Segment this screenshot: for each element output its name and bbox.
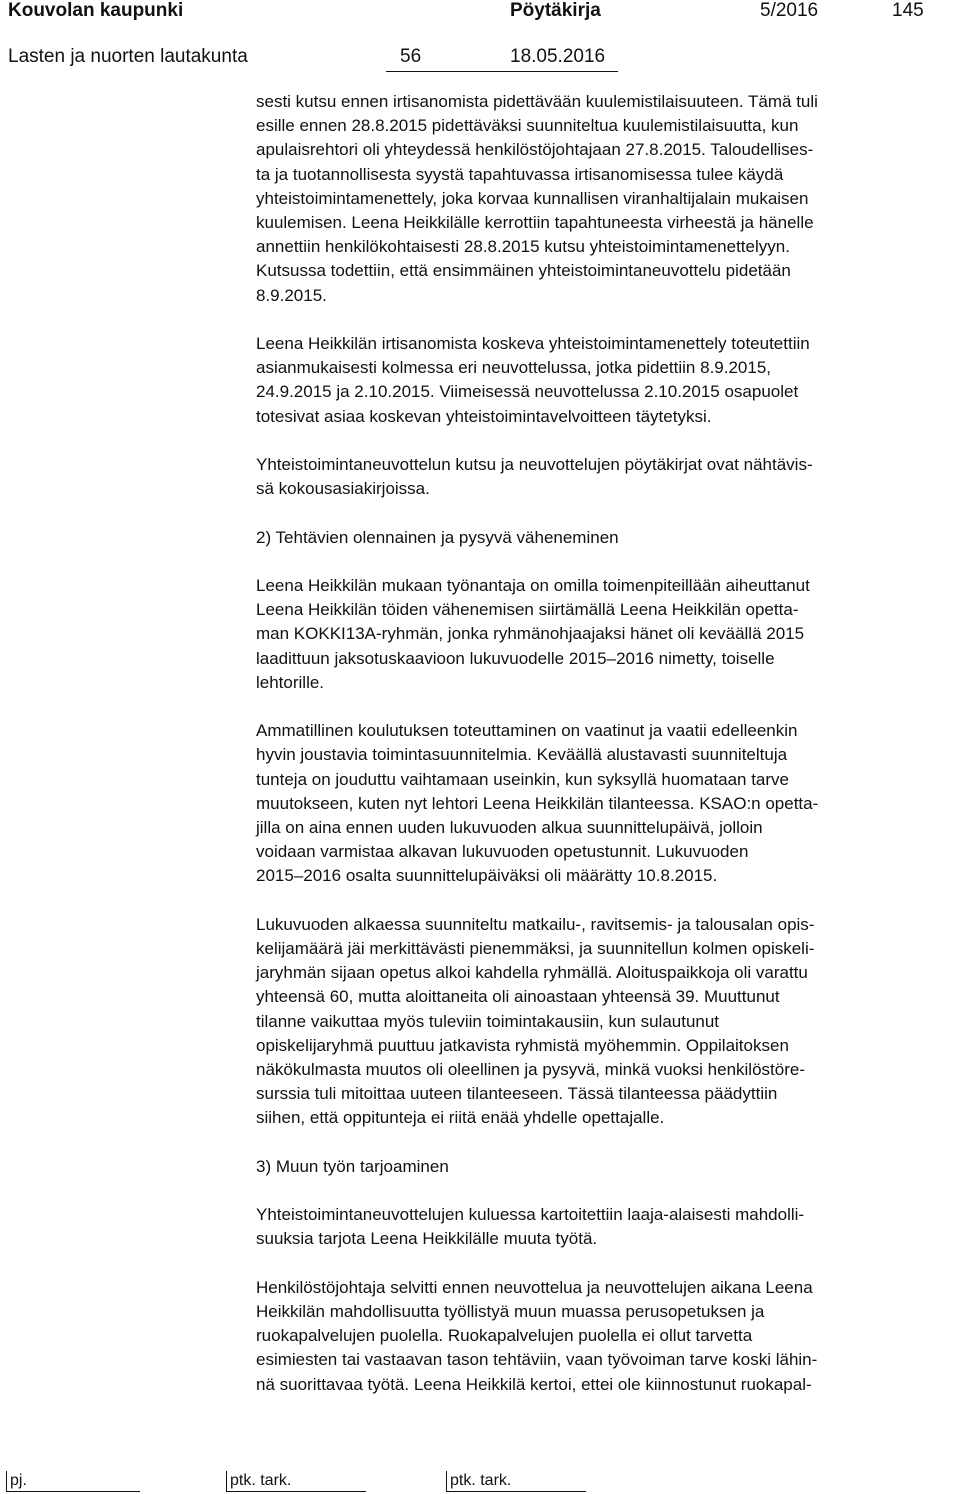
text-line: ruokapalvelujen puolella. Ruokapalvelujen puolella ei ollut tarvetta	[256, 1326, 753, 1346]
text-line: kelijamäärä jäi merkittävästi pienemmäksi, ja suunnitellun kolmen opiskeli-	[256, 939, 815, 959]
signature-field-chair	[6, 1471, 140, 1492]
paragraph	[256, 453, 956, 501]
text-line: Lukuvuoden alkaessa suunniteltu matkailu-, ravitsemis- ja talousalan opis-	[256, 914, 815, 934]
text-line: Heikkilän mahdollisuutta työllistyä muun muassa perusopetuksen ja	[256, 1302, 765, 1322]
text-line: Henkilöstöjohtaja selvitti ennen neuvottelua ja neuvottelujen aikana Leena	[256, 1277, 813, 1297]
text-line: sä kokousasiakirjoissa.	[256, 479, 430, 499]
text-line: Leena Heikkilän irtisanomista koskeva yhteistoimintamenettely toteutettiin	[256, 334, 810, 354]
text-line: jaryhmän sijaan opetus alkoi kahdella ryhmällä. Aloituspaikkoja oli varattu	[256, 963, 808, 983]
signature-label-reviewer-2: ptk. tark.	[450, 1472, 512, 1489]
text-line: Yhteistoimintaneuvottelun kutsu ja neuvottelujen pöytäkirjat ovat nähtävis-	[256, 455, 813, 475]
text-line: sesti kutsu ennen irtisanomista pidettävään kuulemistilaisuuteen. Tämä tuli	[256, 92, 818, 111]
document-body	[256, 90, 956, 1421]
signature-label-chair: pj.	[10, 1472, 27, 1489]
meeting-date: 18.05.2016	[510, 46, 606, 67]
city-name: Kouvolan kaupunki	[8, 0, 184, 21]
text-line: näkökulmasta muutos oli oleellinen ja pysyvä, minkä vuoksi henkilöstöre-	[256, 1060, 805, 1080]
signature-footer	[0, 1471, 960, 1493]
signature-divider	[226, 1471, 227, 1491]
text-line: Leena Heikkilän mukaan työnantaja on omilla toimenpiteillään aiheuttanut	[256, 576, 810, 595]
signature-field-reviewer-1	[226, 1471, 366, 1492]
text-line: apulaisrehtori oli yhteydessä henkilöstöjohtajaan 27.8.2015. Taloudellises-	[256, 140, 814, 160]
paragraph	[256, 719, 956, 888]
text-line: Kutsussa todettiin, että ensimmäinen yhteistoimintaneuvottelu pidetään	[256, 261, 791, 281]
text-line: 8.9.2015.	[256, 285, 327, 305]
paragraph	[256, 913, 956, 1131]
text-line: laadittuun jaksotuskaavioon lukuvuodelle 2015–2016 nimetty, toiselle	[256, 648, 775, 668]
text-line: annettiin henkilökohtaisesti 28.8.2015 kutsu yhteistoimintamenettelyyn.	[256, 237, 790, 257]
signature-divider	[6, 1471, 7, 1491]
text-line: surssia tuli mitoittaa uuteen tilanteeseen. Tässä tilanteessa päädyttiin	[256, 1084, 778, 1104]
text-line: tunteja on jouduttu vaihtamaan useinkin, kun syksyllä huomataan tarve	[256, 769, 789, 789]
text-line: opiskelijaryhmä puuttuu jatkavista ryhmistä myöhemmin. Oppilaitoksen	[256, 1035, 789, 1055]
paragraph	[256, 90, 956, 308]
paragraph	[256, 332, 956, 429]
signature-field-reviewer-2	[446, 1471, 586, 1492]
page-number: 145	[892, 0, 924, 21]
header-meeting-row	[0, 46, 960, 72]
text-line: kuulemisen. Leena Heikkilälle kerrottiin tapahtuneesta virheestä ja hänelle	[256, 213, 814, 233]
text-line: Yhteistoimintaneuvottelujen kuluessa kartoitettiin laaja-alaisesti mahdolli-	[256, 1205, 805, 1225]
text-line: 3) Muun työn tarjoaminen	[256, 1156, 449, 1176]
header-top-row	[0, 0, 960, 26]
paragraph	[256, 1155, 956, 1179]
text-line: 2) Tehtävien olennainen ja pysyvä väheneminen	[256, 527, 619, 547]
text-line: lehtorille.	[256, 672, 325, 692]
signature-divider	[446, 1471, 447, 1491]
paragraph	[256, 574, 956, 695]
text-line: 24.9.2015 ja 2.10.2015. Viimeisessä neuvottelussa 2.10.2015 osapuolet	[256, 382, 799, 402]
text-line: hyvin joustavia toimintasuunnitelmia. Keväällä alustavasti suunniteltuja	[256, 745, 788, 765]
text-line: nä suorittavaa työtä. Leena Heikkilä kertoi, ettei ole kiinnostunut ruokapal-	[256, 1374, 812, 1394]
text-line: Ammatillinen koulutuksen toteuttaminen on vaatinut ja vaatii edelleenkin	[256, 721, 798, 741]
text-line: esille ennen 28.8.2015 pidettäväksi suunniteltua kuulemistilaisuutta, kun	[256, 116, 799, 136]
board-name: Lasten ja nuorten lautakunta	[8, 46, 248, 67]
text-line: man KOKKI13A-ryhmän, jonka ryhmänohjaajaksi hänet oli keväällä 2015	[256, 624, 805, 644]
section-number: 56	[400, 46, 422, 67]
paragraph	[256, 1276, 956, 1397]
paragraph	[256, 526, 956, 550]
signature-label-reviewer-1: ptk. tark.	[230, 1472, 292, 1489]
meeting-underline	[386, 71, 618, 72]
text-line: Leena Heikkilän töiden vähenemisen siirtämällä Leena Heikkilän opetta-	[256, 600, 799, 620]
text-line: ta ja tuotannollisesta syystä tapahtuvassa irtisanomisessa tulee käydä	[256, 164, 784, 184]
text-line: esimiesten tai vastaavan tason tehtäviin, vaan työvoiman tarve koski lähin-	[256, 1350, 818, 1370]
text-line: muutokseen, kuten nyt lehtori Leena Heikkilän tilanteessa. KSAO:n opetta-	[256, 793, 819, 813]
text-line: yhteensä 60, mutta aloittaneita oli ainoastaan yhteensä 39. Muuttunut	[256, 987, 780, 1007]
text-line: suuksia tarjota Leena Heikkilälle muuta työtä.	[256, 1229, 598, 1249]
text-line: yhteistoimintamenettely, joka korvaa kunnallisen viranhaltijalain mukaisen	[256, 188, 809, 208]
text-line: jilla on aina ennen uuden lukuvuoden alkua suunnittelupäivä, jolloin	[256, 818, 763, 838]
text-line: siihen, että oppitunteja ei riitä enää yhdelle opettajalle.	[256, 1108, 665, 1128]
text-line: tilanne vaikuttaa myös tuleviin toimintakausiin, kun sulautunut	[256, 1011, 720, 1031]
paragraph	[256, 1203, 956, 1251]
text-line: totesivat asiaa koskevan yhteistoimintavelvoitteen täytetyksi.	[256, 406, 712, 426]
text-line: asianmukaisesti kolmessa eri neuvottelussa, jotka pidettiin 8.9.2015,	[256, 358, 772, 378]
text-line: 2015–2016 osalta suunnittelupäiväksi oli määrätty 10.8.2015.	[256, 866, 718, 886]
document-type: Pöytäkirja	[510, 0, 601, 21]
text-line: voidaan varmistaa alkavan lukuvuoden opetustunnit. Lukuvuoden	[256, 842, 749, 862]
issue-number: 5/2016	[760, 0, 819, 21]
